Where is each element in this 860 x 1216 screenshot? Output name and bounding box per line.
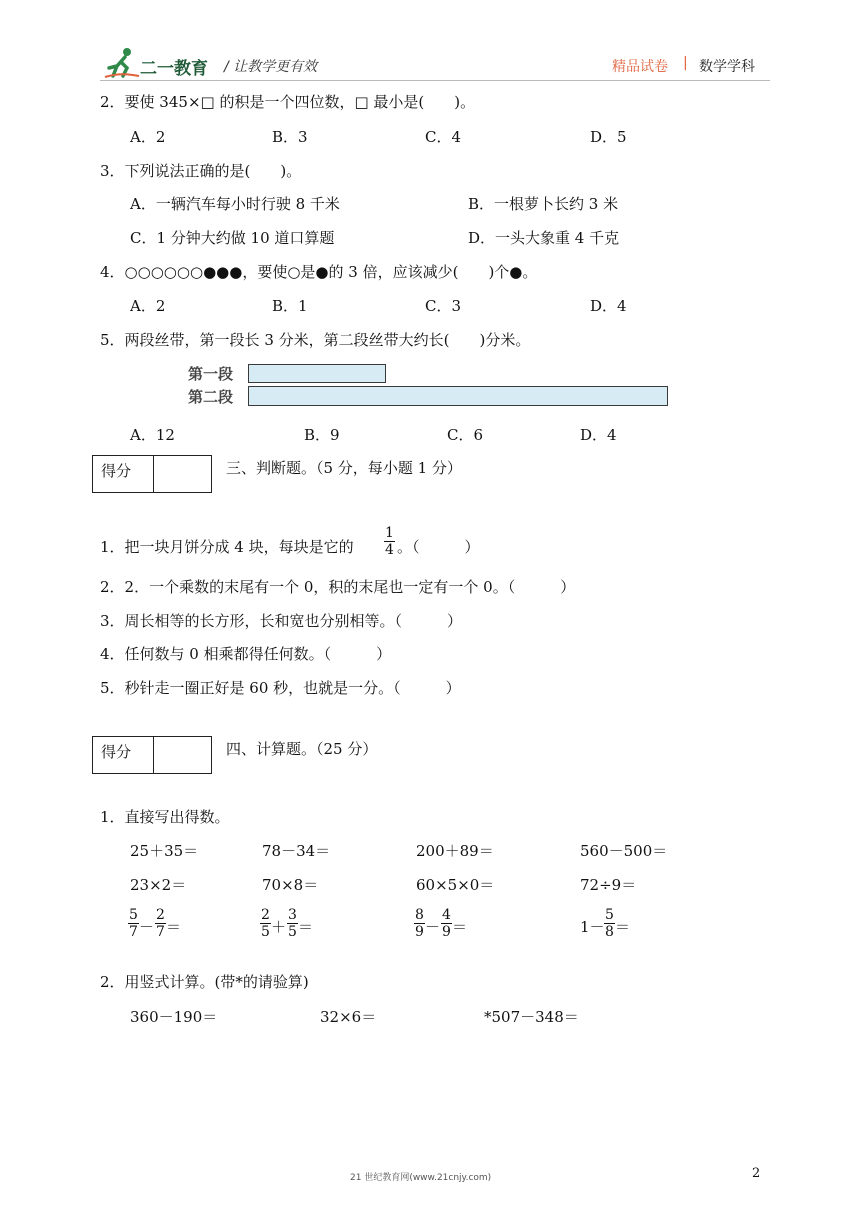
fraction-b3	[441, 907, 452, 940]
judge-q3: 3．周长相等的长方形，长和宽也分别相等。（ ）	[100, 612, 463, 630]
vertical-calc-2: 32×6＝	[320, 1008, 377, 1026]
fraction-eq: ＝	[452, 918, 468, 936]
calc-item: 560－500＝	[580, 842, 668, 860]
fraction-denominator: 8	[605, 924, 614, 940]
header-separator: |	[683, 55, 688, 71]
fraction-a3	[414, 907, 425, 940]
score-box-section3	[92, 455, 212, 493]
quality-label: 精品试卷	[612, 59, 668, 75]
fraction-denominator: 9	[442, 924, 451, 940]
segment2-ribbon	[248, 386, 668, 406]
fraction-op: ＋	[271, 918, 287, 936]
fraction-numerator: 8	[415, 907, 424, 923]
vertical-calc-1: 360－190＝	[130, 1008, 218, 1026]
judge-q5: 5．秒针走一圈正好是 60 秒，也就是一分。（ ）	[100, 679, 461, 697]
section4-title: 四、计算题。（25 分）	[226, 740, 378, 758]
calc-item: 200＋89＝	[416, 842, 494, 860]
q4-stem: 4．○○○○○○●●●，要使○是●的 3 倍，应该减少( )个●。	[100, 263, 538, 281]
q2-option-b: B．3	[272, 128, 308, 146]
segment1-ribbon	[248, 364, 386, 383]
calc-item: 72÷9＝	[580, 876, 637, 894]
fraction-numerator: 2	[261, 907, 270, 923]
q5-option-b: B．9	[304, 426, 340, 444]
q3-option-c: C．1 分钟大约做 10 道口算题	[130, 229, 335, 247]
judge-q1-answer: 。（ ）	[397, 538, 480, 556]
calc-item: 25＋35＝	[130, 842, 199, 860]
fraction-denominator: 9	[415, 924, 424, 940]
fraction-denominator: 7	[156, 924, 165, 940]
slogan: / 让教学更有效	[224, 59, 318, 75]
q5-stem: 5．两段丝带，第一段长 3 分米，第二段丝带大约长( )分米。	[100, 331, 531, 349]
score-box-section4	[92, 736, 212, 774]
calc-q2-stem: 2．用竖式计算。(带*的请验算)	[100, 973, 309, 991]
segment1-label: 第一段	[188, 365, 234, 383]
q5-option-a: A．12	[130, 426, 175, 444]
score-divider	[153, 737, 154, 773]
section3-title: 三、判断题。（5 分，每小题 1 分）	[226, 459, 462, 477]
judge-q4: 4．任何数与 0 相乘都得任何数。（ ）	[100, 645, 392, 663]
calc-item: 70×8＝	[262, 876, 319, 894]
q5-option-c: C．6	[447, 426, 484, 444]
fraction-a2	[260, 907, 271, 940]
calc-item: 78－34＝	[262, 842, 331, 860]
q3-option-a: A．一辆汽车每小时行驶 8 千米	[130, 195, 340, 213]
q2-stem: 2．要使 345×□ 的积是一个四位数，□ 最小是( )。	[100, 93, 476, 111]
q5-option-d: D．4	[580, 426, 617, 444]
runner-logo-icon	[103, 46, 141, 80]
fraction-b2	[287, 907, 298, 940]
calc-item: 23×2＝	[130, 876, 187, 894]
subject-label: 数学学科	[699, 59, 755, 75]
fraction-b4	[604, 907, 615, 940]
fraction-eq: ＝	[166, 918, 182, 936]
segment2-label: 第二段	[188, 388, 234, 406]
footer-source: 21 世纪教育网(www.21cnjy.com)	[350, 1173, 492, 1183]
q4-option-b: B．1	[272, 297, 308, 315]
fraction-numerator: 5	[129, 907, 138, 923]
fraction-eq: ＝	[298, 918, 314, 936]
fraction-denominator: 5	[261, 924, 270, 940]
fraction-a1	[128, 907, 139, 940]
logo-text: 二一教育	[140, 59, 208, 79]
q4-option-d: D．4	[590, 297, 627, 315]
judge-q2: 2．2．一个乘数的末尾有一个 0，积的末尾也一定有一个 0。（ ）	[100, 578, 576, 596]
fraction-numerator: 3	[288, 907, 297, 923]
page-number: 2	[752, 1166, 761, 1181]
score-label: 得分	[101, 462, 132, 480]
fraction-numerator: 5	[605, 907, 614, 923]
fraction-numerator: 4	[442, 907, 451, 923]
fraction-numerator: 1	[385, 525, 394, 541]
fraction-denominator: 7	[129, 924, 138, 940]
q4-option-a: A．2	[130, 297, 166, 315]
q3-option-d: D．一头大象重 4 千克	[468, 229, 620, 247]
header-rule	[100, 80, 770, 81]
whole-minus: 1－	[580, 918, 605, 936]
q2-option-c: C．4	[425, 128, 462, 146]
q3-option-b: B．一根萝卜长约 3 米	[468, 195, 619, 213]
judge-q1-fraction	[384, 525, 395, 558]
fraction-denominator: 5	[288, 924, 297, 940]
calc-q1-stem: 1．直接写出得数。	[100, 808, 230, 826]
judge-q1-text: 1．把一块月饼分成 4 块，每块是它的	[100, 538, 354, 556]
fraction-b1	[155, 907, 166, 940]
logo	[103, 46, 141, 84]
q4-option-c: C．3	[425, 297, 462, 315]
fraction-eq: ＝	[615, 918, 631, 936]
vertical-calc-3: *507－348＝	[484, 1008, 579, 1026]
fraction-op: －	[425, 918, 441, 936]
calc-item: 60×5×0＝	[416, 876, 495, 894]
fraction-denominator: 4	[385, 542, 394, 558]
q2-option-a: A．2	[130, 128, 166, 146]
score-divider	[153, 456, 154, 492]
fraction-numerator: 2	[156, 907, 165, 923]
q2-option-d: D．5	[590, 128, 627, 146]
fraction-op: －	[139, 918, 155, 936]
q3-stem: 3．下列说法正确的是( )。	[100, 162, 302, 180]
score-label: 得分	[101, 743, 132, 761]
